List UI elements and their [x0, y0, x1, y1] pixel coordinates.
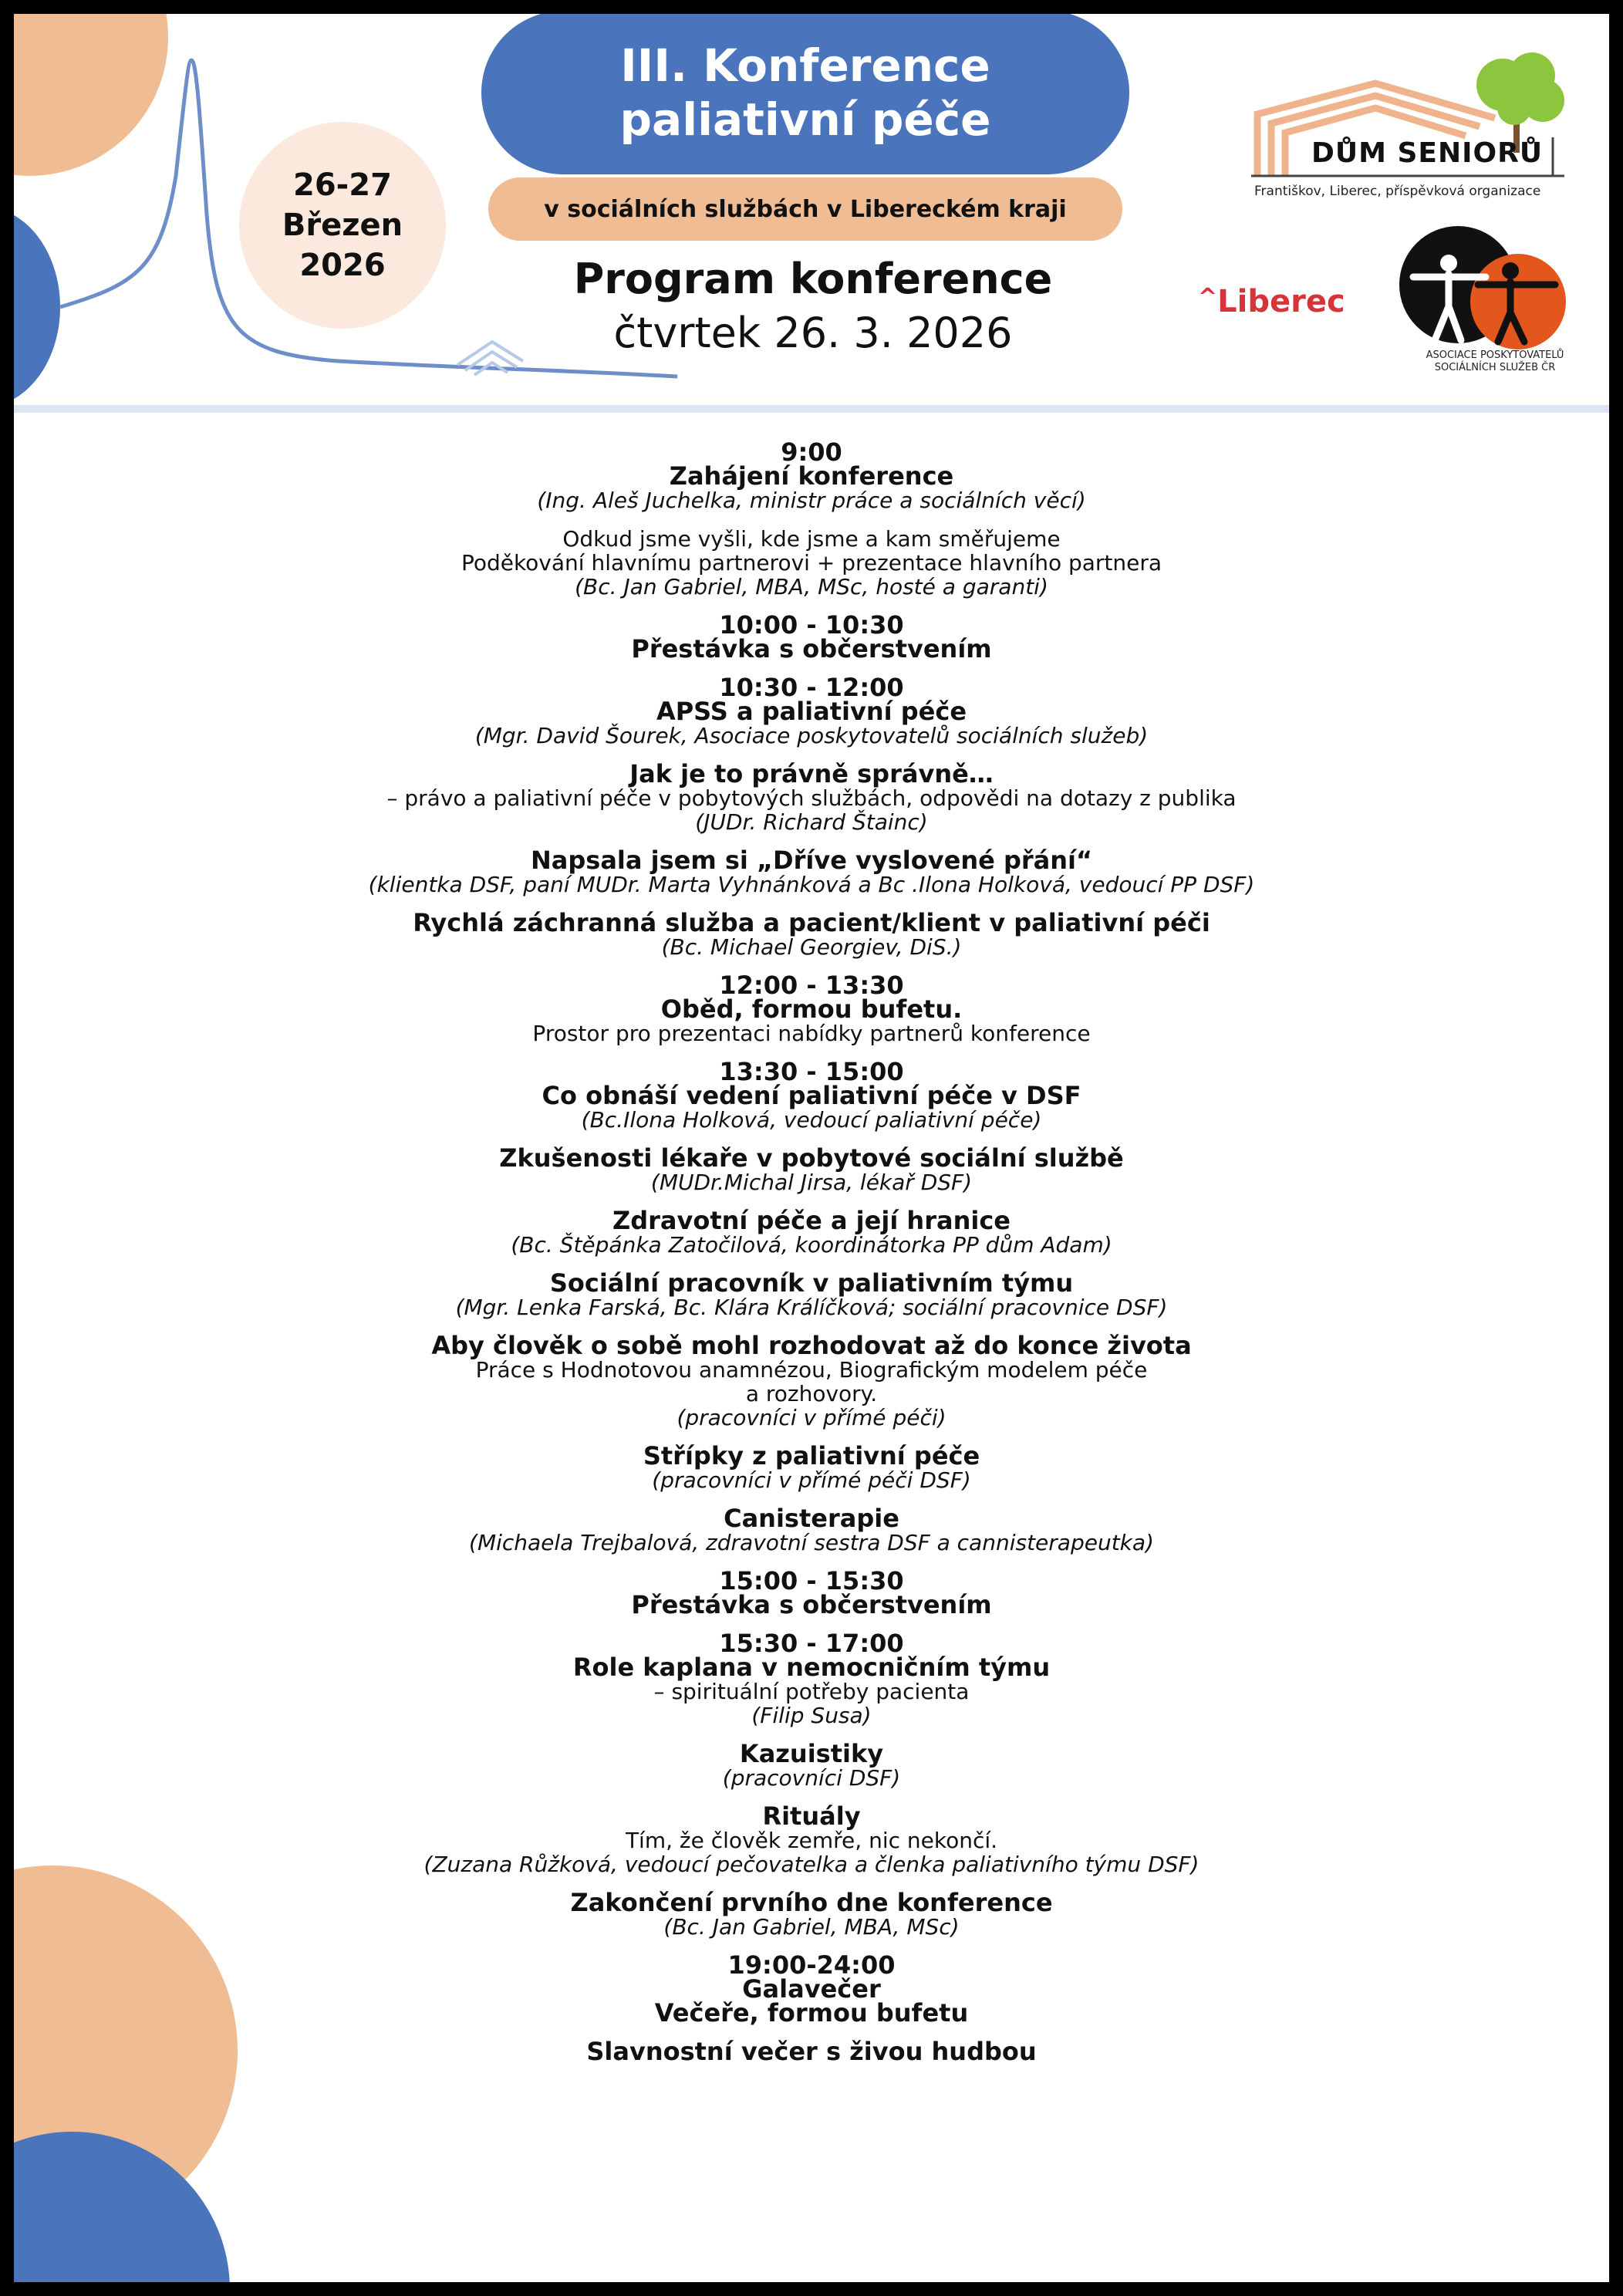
program-item — [117, 971, 1506, 1046]
program-item — [117, 1629, 1506, 1728]
dum-senioru-name: DŮM SENIORŮ — [1311, 137, 1544, 169]
program-item — [117, 437, 1506, 513]
conference-title-banner — [481, 14, 1129, 174]
program-title-text: Aby člověk o sobě mohl rozhodovat až do konce života — [431, 1331, 1192, 1360]
program-speaker: (pracovníci v přímé péči) — [677, 1405, 946, 1430]
program-title-text: Rituály — [762, 1801, 861, 1831]
program-list — [117, 437, 1506, 2078]
program-item — [117, 759, 1506, 835]
program-title-text: Zkušenosti lékaře v pobytové sociální službě — [499, 1143, 1124, 1173]
program-item — [117, 610, 1506, 663]
date-range: 26-27 Březen 2026 — [282, 167, 403, 283]
program-speaker: (Ing. Aleš Juchelka, ministr práce a sociálních věcí) — [537, 488, 1086, 513]
program-speaker: (Bc.Ilona Holková, vedoucí paliativní péče) — [581, 1107, 1042, 1133]
program-item — [117, 846, 1506, 897]
program-speaker: (Bc. Štěpánka Zatočilová, koordinátorka PP dům Adam) — [511, 1232, 1112, 1258]
program-detail: – právo a paliativní péče v pobytových službách, odpovědi na dotazy z publika — [386, 785, 1237, 811]
liberec-text: Liberec — [1217, 284, 1345, 319]
program-item — [117, 2037, 1506, 2066]
liberec-caret-icon: ^ — [1198, 284, 1218, 311]
program-speaker: (Bc. Michael Georgiev, DiS.) — [661, 934, 962, 960]
program-time: 15:00 - 15:30 — [719, 1566, 904, 1595]
program-subtitle: Večeře, formou bufetu — [654, 1998, 969, 2028]
program-time: 15:30 - 17:00 — [719, 1629, 904, 1658]
program-time: 10:00 - 10:30 — [719, 610, 904, 640]
program-speaker: (Filip Susa) — [751, 1703, 872, 1728]
apss-name: ASOCIACE POSKYTOVATELŮ SOCIÁLNÍCH SLUŽEB ČR — [1426, 349, 1564, 373]
program-item — [117, 1441, 1506, 1493]
program-item — [117, 1566, 1506, 1619]
program-title-text: Zahájení konference — [669, 461, 954, 491]
program-title-text: Galavečer — [742, 1974, 881, 2004]
program-detail: Tím, že člověk zemře, nic nekončí. — [625, 1828, 998, 1853]
liberec-logo — [1198, 284, 1345, 319]
program-title-text: Role kaplana v nemocničním týmu — [572, 1653, 1051, 1682]
program-item — [117, 908, 1506, 960]
program-speaker: (MUDr.Michal Jirsa, lékař DSF) — [650, 1170, 973, 1195]
program-detail: Odkud jsme vyšli, kde jsme a kam směřujeme — [562, 526, 1061, 552]
program-detail: Poděkování hlavnímu partnerovi + prezentace hlavního partnera — [461, 550, 1162, 576]
program-title-text: Jak je to právně správně… — [629, 759, 994, 788]
program-title-text: Rychlá záchranná služba a pacient/klient v paliativní péči — [413, 908, 1210, 937]
program-speaker: (Zuzana Růžková, vedoucí pečovatelka a členka paliativního týmu DSF) — [423, 1852, 1200, 1877]
program-speaker: (klientka DSF, paní MUDr. Marta Vyhnánková a Bc .Ilona Holková, vedoucí PP DSF) — [368, 872, 1255, 897]
program-title-text: Canisterapie — [724, 1504, 899, 1533]
conference-title: III. Konference paliativní péče — [619, 39, 991, 146]
program-speaker: (Mgr. Lenka Farská, Bc. Klára Králíčková; sociální pracovnice DSF) — [455, 1295, 1168, 1320]
date-badge — [239, 122, 446, 329]
apss-logo — [1395, 226, 1595, 388]
program-title-text: APSS a paliativní péče — [656, 697, 967, 726]
program-detail: Prostor pro prezentaci nabídky partnerů konference — [532, 1021, 1091, 1046]
program-speaker: (JUDr. Richard Štainc) — [695, 809, 928, 835]
program-item — [117, 673, 1506, 748]
program-title-text: Přestávka s občerstvením — [631, 634, 992, 663]
program-detail: a rozhovory. — [745, 1381, 878, 1406]
program-item — [117, 1888, 1506, 1940]
program-item — [117, 527, 1506, 599]
program-item — [117, 1268, 1506, 1320]
program-item — [117, 1801, 1506, 1877]
program-speaker: (pracovníci DSF) — [722, 1765, 901, 1791]
dum-senioru-subtitle: Františkov, Liberec, příspěvková organizace — [1254, 184, 1541, 199]
program-speaker: (Michaela Trejbalová, zdravotní sestra DSF a cannisterapeutka) — [469, 1530, 1154, 1555]
program-speaker: (Bc. Jan Gabriel, MBA, MSc) — [663, 1914, 960, 1940]
program-title: Program konference — [573, 255, 1053, 303]
program-item — [117, 1206, 1506, 1258]
program-item — [117, 1143, 1506, 1195]
people-circles-icon — [1395, 226, 1595, 349]
program-title-text: Sociální pracovník v paliativním týmu — [549, 1268, 1074, 1298]
program-detail: Práce s Hodnotovou anamnézou, Biografickým modelem péče — [475, 1357, 1148, 1383]
program-title-text: Zdravotní péče a její hranice — [612, 1206, 1011, 1235]
program-item — [117, 1331, 1506, 1430]
program-title-text: Napsala jsem si „Dříve vyslovené přání“ — [531, 846, 1092, 875]
dum-senioru-logo — [1240, 52, 1580, 214]
program-title-text: Slavnostní večer s živou hudbou — [586, 2037, 1037, 2066]
poster — [14, 14, 1609, 2282]
program-time: 19:00-24:00 — [727, 1950, 896, 1980]
program-speaker: (Bc. Jan Gabriel, MBA, MSc, hosté a garanti) — [575, 574, 1048, 599]
program-title-text: Oběd, formou bufetu. — [660, 994, 963, 1024]
program-time: 12:00 - 13:30 — [719, 971, 904, 1000]
program-time: 9:00 — [781, 437, 842, 467]
program-item — [117, 1504, 1506, 1555]
program-title-text: Zakončení prvního dne konference — [570, 1888, 1053, 1917]
program-title-text: Přestávka s občerstvením — [631, 1590, 992, 1619]
program-speaker: (Mgr. David Šourek, Asociace poskytovatelů sociálních služeb) — [474, 723, 1149, 748]
conference-subtitle-banner — [488, 177, 1122, 241]
program-detail: – spirituální potřeby pacienta — [653, 1679, 970, 1704]
program-speaker: (pracovníci v přímé péči DSF) — [652, 1467, 971, 1493]
program-time: 10:30 - 12:00 — [719, 673, 904, 702]
program-title-text: Kazuistiky — [739, 1739, 884, 1768]
program-item — [117, 1950, 1506, 2028]
header-divider — [14, 405, 1609, 413]
program-item — [117, 1739, 1506, 1791]
program-item — [117, 1057, 1506, 1133]
conference-subtitle: v sociálních službách v Libereckém kraji — [544, 195, 1067, 223]
program-title-text: Střípky z paliativní péče — [643, 1441, 980, 1470]
program-title-text: Co obnáší vedení paliativní péče v DSF — [542, 1081, 1081, 1110]
program-time: 13:30 - 15:00 — [719, 1057, 904, 1086]
program-date: čtvrtek 26. 3. 2026 — [613, 309, 1013, 357]
